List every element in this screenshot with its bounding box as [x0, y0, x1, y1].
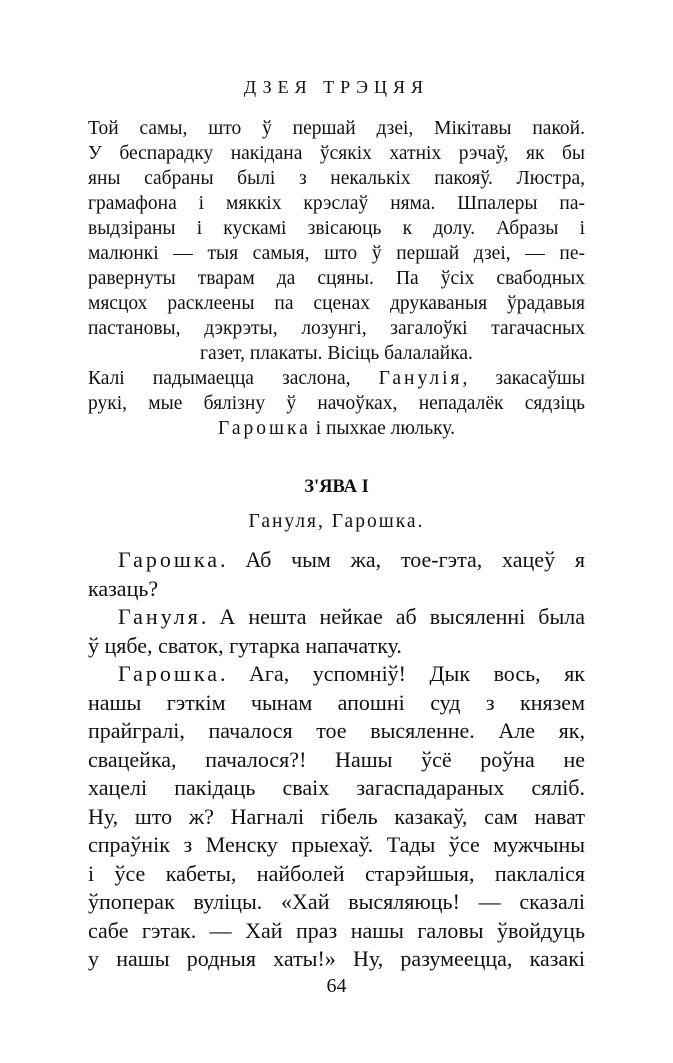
dialogue-line: хацелі пакідаць сваіх загаспадараных сяліб. — [88, 775, 585, 800]
character-name: Ганулія — [378, 368, 463, 389]
dialogue-line: спраўнік з Менску прыехаў. Тады ўсе мужчыны — [88, 832, 585, 857]
stage-line: равернуты тварам да сцяны. Па ўсіх свабодных — [88, 268, 585, 289]
stage-line: рукі, мые бялізну ў начоўках, непадалёк сядзіць — [88, 393, 585, 414]
scene-title: З'ЯВА І — [304, 477, 369, 497]
dialogue-line: Ну, што ж? Нагналі гібель казакаў, сам нават — [88, 803, 585, 829]
page-number: 64 — [326, 975, 347, 997]
speech-text: . А нешта нейкае аб высяленні была — [200, 604, 585, 629]
speaker-name: Гануля — [118, 604, 201, 629]
dialogue-line: нашы гэткім чынам апошні суд з князем — [88, 689, 585, 715]
stage-line — [88, 416, 585, 441]
stage-line: пастановы, дэкрэты, лозунгі, загалоўкі тагачасных — [88, 318, 585, 339]
stage-line: У беспарадку накідана ўсякіх хатніх рэчаў, як бы — [88, 143, 585, 164]
dialogue-line: сабе гэтак. — Хай праз нашы галовы ўвойдуць — [88, 917, 585, 943]
stage-line — [88, 366, 585, 391]
stage-line: выдзіраны і кускамі звісаюць к долу. Абразы і — [88, 218, 585, 239]
stage-text: , закасаўшы — [462, 368, 586, 389]
stage-line: яны сабраны былі з некалькіх пакояў. Люстра, — [88, 168, 585, 189]
dialogue-line: і ўсе кабеты, найболей старэйшыя, паклаліся — [88, 860, 585, 886]
dialogue-line: ў цябе, сваток, гутарка напачатку. — [88, 632, 402, 658]
speech-text: . Аб чым жа, тое-гэта, хацеў я — [220, 547, 585, 572]
stage-line: Той самы, што ў першай дзеі, Мікітавы пакой. — [88, 118, 585, 139]
stage-line: грамафона і мяккіх крэслаў няма. Шпалеры па- — [88, 193, 585, 214]
speaker-name: Гарошка — [118, 661, 220, 686]
speaker-name: Гарошка — [118, 547, 220, 572]
character-name: Гарошка — [218, 418, 311, 439]
dialogue-line: прайгралі, пачалося тое высяленне. Але як, — [88, 718, 585, 743]
act-title: ДЗЕЯ ТРЭЦЯЯ — [243, 77, 430, 97]
stage-line: мясцох расклеены па сценах друкаваныя ўрадавыя — [88, 293, 585, 314]
dialogue-line — [88, 546, 585, 575]
scene-persons: Гануля, Гарошка. — [248, 511, 425, 532]
book-page — [88, 0, 585, 1063]
dialogue-line: у нашы родныя хаты!» Ну, разумеецца, казакі — [88, 946, 585, 971]
stage-line: малюнкі — тыя самыя, што ў першай дзеі, — пе- — [88, 243, 585, 264]
stage-text: Калі падымаецца заслона, — [88, 368, 379, 389]
stage-line: газет, плакаты. Вісіць балалайка. — [200, 343, 473, 364]
dialogue-line: казаць? — [88, 575, 159, 601]
dialogue — [88, 546, 585, 974]
stage-directions — [88, 116, 585, 441]
speech-text: . Ага, успомніў! Дык вось, як — [220, 661, 585, 686]
dialogue-line: свацейка, пачалося?! Нашы ўсё роўна не — [88, 746, 585, 772]
dialogue-line: ўпоперак вуліцы. «Хай высяляюць! — сказалі — [88, 889, 585, 914]
dialogue-line — [88, 660, 585, 689]
dialogue-line — [88, 603, 585, 632]
stage-text: і пыхкае люльку. — [310, 418, 455, 439]
